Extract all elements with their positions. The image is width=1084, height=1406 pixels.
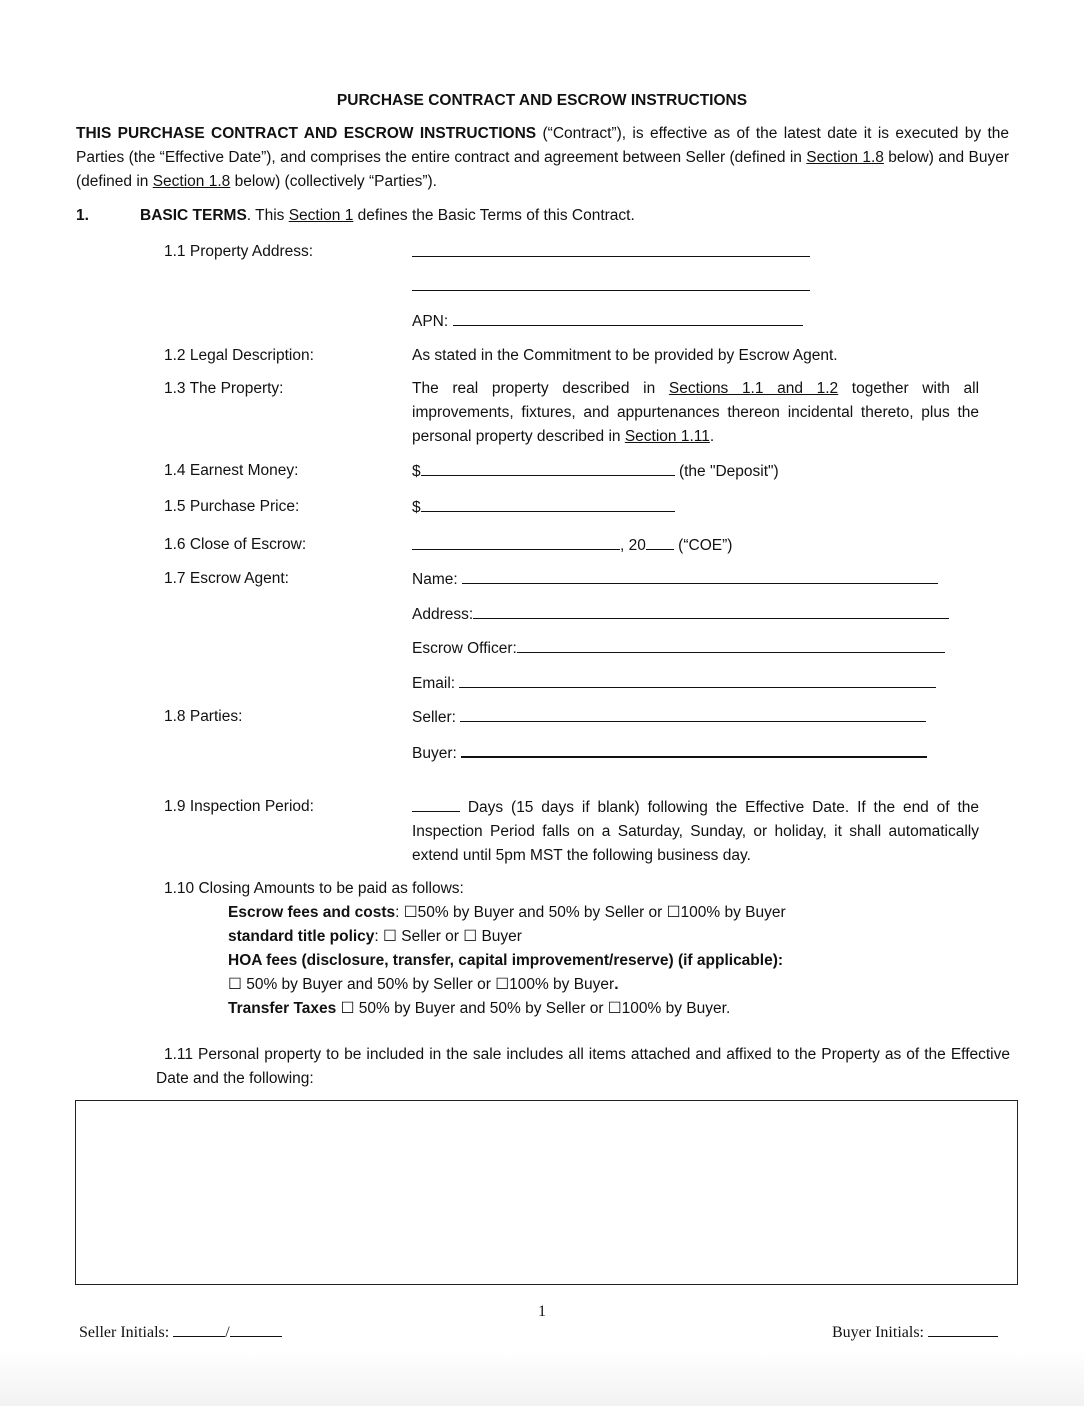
seller-initials-label: Seller Initials: [79,1324,170,1341]
escrow-officer-label: Escrow Officer: [412,640,517,657]
intro-paragraph [76,122,1009,194]
coe-date-field[interactable] [412,533,620,550]
hoa-fees-row[interactable] [228,973,619,997]
page-bottom-shadow [0,1350,1084,1406]
seller-field[interactable] [460,705,926,722]
label: Transfer Taxes [228,1000,337,1017]
buyer-initials-label: Buyer Initials: [832,1324,924,1341]
name-label: Name: [412,571,458,588]
section-link[interactable]: Section 1 [288,207,354,224]
intro-text: below) and Buyer (defined in [76,149,1009,190]
seller-label: Seller: [412,709,456,726]
section-link[interactable]: Sections 1.1 and 1.2 [668,380,839,397]
intro-text: (“Contract”), is effective as of the latest date it is executed by the Parties (the “Effective Date”), and comprises the entire contract and agreement between Seller (defined in [76,125,1010,166]
options[interactable]: ☐ 50% by Buyer and 50% by Seller or ☐100% by Buyer. [336,1000,731,1017]
buyer-label: Buyer: [412,745,457,762]
section-heading [140,204,635,228]
legal-description-label: 1.2 Legal Description: [164,347,314,364]
buyer-initials-field[interactable] [928,1320,998,1337]
page-title: PURCHASE CONTRACT AND ESCROW INSTRUCTIONS [336,92,748,109]
intro-text: below) (collectively “Parties”). [230,173,437,190]
property-address-field-2[interactable] [412,274,810,291]
inspection-period-label: 1.9 Inspection Period: [164,798,314,815]
apn-field[interactable] [453,309,803,326]
deposit-label: (the "Deposit") [678,463,779,480]
buyer-field[interactable] [461,740,927,758]
section-link[interactable]: Section 1.11 [624,428,710,445]
close-of-escrow-label: 1.6 Close of Escrow: [164,536,307,553]
seller-initials [79,1320,282,1345]
label: standard title policy [228,928,375,945]
earnest-money-field[interactable] [421,459,675,476]
buyer-initials [832,1320,998,1345]
dollar-sign: $ [412,463,421,480]
seller-initials-field-1[interactable] [173,1320,225,1337]
earnest-money-label: 1.4 Earnest Money: [164,462,299,479]
escrow-fees-row[interactable] [228,901,786,925]
personal-property-text: 1.11 Personal property to be included in the sale includes all items attached and affixed to the Property as of the Effective Date and the following: [156,1046,1010,1087]
purchase-price-field[interactable] [421,495,675,512]
basic-terms-label: BASIC TERMS [140,207,247,224]
coe-year-field[interactable] [646,533,674,550]
dollar-sign: $ [412,499,421,516]
inspection-period-text [412,795,979,868]
text: The real property described in [412,380,669,397]
property-description [412,377,979,449]
property-label: 1.3 The Property: [164,380,284,397]
apn-label: APN: [412,313,449,330]
intro-bold: THIS PURCHASE CONTRACT AND ESCROW INSTRUCTIONS [76,125,537,142]
text: . [709,428,715,445]
options[interactable]: ☐ 50% by Buyer and 50% by Seller or ☐100% by Buyer [228,976,615,993]
escrow-officer-field[interactable] [517,636,945,653]
section-link[interactable]: Section 1.8 [806,149,884,166]
slash: / [225,1324,230,1341]
hoa-fees-label: HOA fees (disclosure, transfer, capital improvement/reserve) (if applicable): [228,952,784,969]
seller-initials-field-2[interactable] [230,1320,282,1337]
purchase-price-label: 1.5 Purchase Price: [164,498,300,515]
transfer-taxes-row[interactable] [228,997,730,1021]
section-link[interactable]: Section 1.8 [152,173,231,190]
options[interactable]: : ☐ Seller or ☐ Buyer [374,928,522,945]
year-prefix: , 20 [620,537,646,554]
escrow-agent-label: 1.7 Escrow Agent: [164,570,289,587]
coe-label: (“COE”) [678,537,733,554]
options[interactable]: : ☐50% by Buyer and 50% by Seller or ☐100% by Buyer [395,904,786,921]
label: Escrow fees and costs [228,904,396,921]
closing-amounts-heading: 1.10 Closing Amounts to be paid as follows: [164,880,464,897]
text: defines the Basic Terms of this Contract. [353,207,635,224]
text: together with all improvements, fixtures, and appurtenances thereon incidental thereto, plus the personal property described in [412,380,980,445]
parties-label: 1.8 Parties: [164,708,243,725]
text: . This [246,207,289,224]
escrow-name-field[interactable] [462,567,938,584]
property-address-label: 1.1 Property Address: [164,243,314,260]
text: Days (15 days if blank) following the Effective Date. If the end of the Inspection Period falls on a Saturday, Sunday, or holiday, it shall automatically extend until 5pm MST the following business day. [412,799,979,864]
title-policy-row[interactable] [228,925,522,949]
email-label: Email: [412,675,456,692]
period: . [614,976,619,993]
page-number: 1 [538,1303,546,1320]
escrow-email-field[interactable] [459,671,936,688]
escrow-address-field[interactable] [473,602,949,619]
address-label: Address: [412,606,474,623]
section-number: 1. [76,207,89,224]
property-address-field-1[interactable] [412,240,810,257]
inspection-days-field[interactable] [412,795,460,812]
personal-property-textbox[interactable] [75,1100,1018,1285]
legal-description-value: As stated in the Commitment to be provided by Escrow Agent. [412,347,838,364]
